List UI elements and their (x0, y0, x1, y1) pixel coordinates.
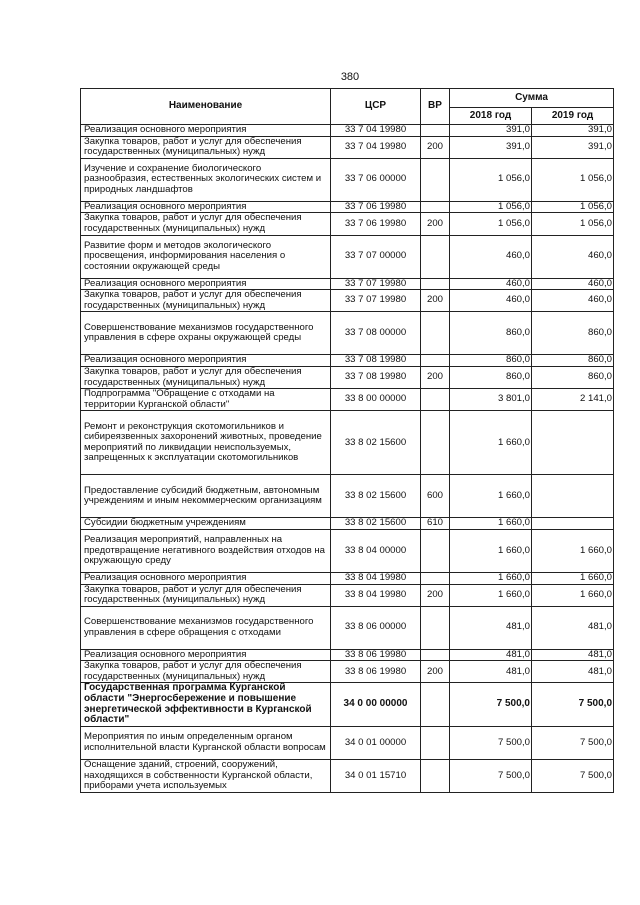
table-row (81, 726, 614, 759)
row-name-cell: Закупка товаров, работ и услуг для обеспечения государственных (муниципальных) нужд (81, 366, 331, 388)
table-row (81, 475, 614, 518)
row-sum-2019-cell: 391,0 (532, 125, 614, 137)
page-number: 380 (340, 71, 360, 83)
row-sum-2018-cell: 7 500,0 (450, 683, 532, 726)
table-body (81, 125, 614, 793)
row-vr-cell (421, 389, 450, 411)
row-sum-2019-cell: 7 500,0 (532, 683, 614, 726)
row-csr-cell: 33 7 06 00000 (331, 158, 421, 201)
table-row (81, 759, 614, 792)
row-sum-2019-cell: 391,0 (532, 136, 614, 158)
row-name-cell: Ремонт и реконструкция скотомогильников и сибиреязвенных захоронений животных, проведение мероприятий по ликвидации неиспользуемых, запрещенных к эксплуатации скотомогильников (81, 411, 331, 475)
table-row (81, 606, 614, 649)
table-row (81, 136, 614, 158)
row-csr-cell: 33 8 06 19980 (331, 661, 421, 683)
row-sum-2019-cell: 460,0 (532, 278, 614, 290)
row-vr-cell (421, 158, 450, 201)
row-vr-cell (421, 529, 450, 572)
row-name-cell: Реализация основного мероприятия (81, 125, 331, 137)
row-sum-2019-cell: 460,0 (532, 290, 614, 312)
row-sum-2018-cell: 1 056,0 (450, 213, 532, 235)
row-sum-2018-cell: 1 056,0 (450, 158, 532, 201)
table-row (81, 235, 614, 278)
row-csr-cell: 33 7 06 19980 (331, 213, 421, 235)
row-sum-2019-cell: 7 500,0 (532, 726, 614, 759)
row-sum-2019-cell: 1 056,0 (532, 158, 614, 201)
row-sum-2018-cell: 1 660,0 (450, 411, 532, 475)
row-sum-2019-cell: 1 056,0 (532, 213, 614, 235)
row-sum-2019-cell: 481,0 (532, 649, 614, 661)
row-vr-cell: 200 (421, 366, 450, 388)
row-name-cell: Закупка товаров, работ и услуг для обеспечения государственных (муниципальных) нужд (81, 661, 331, 683)
row-sum-2018-cell: 1 660,0 (450, 529, 532, 572)
row-name-cell: Реализация мероприятий, направленных на предотвращение негативного воздействия отходов на окружающую среду (81, 529, 331, 572)
row-name-cell: Реализация основного мероприятия (81, 355, 331, 367)
table-row (81, 649, 614, 661)
row-vr-cell (421, 312, 450, 355)
row-csr-cell: 34 0 01 15710 (331, 759, 421, 792)
table-row (81, 125, 614, 137)
row-vr-cell (421, 683, 450, 726)
row-name-cell: Мероприятия по иным определенным органом исполнительной власти Курганской области вопросам (81, 726, 331, 759)
row-name-cell: Подпрограмма "Обращение с отходами на территории Курганской области" (81, 389, 331, 411)
row-sum-2018-cell: 391,0 (450, 136, 532, 158)
row-vr-cell (421, 278, 450, 290)
table-row (81, 411, 614, 475)
header-csr: ЦСР (331, 89, 421, 125)
row-sum-2018-cell: 7 500,0 (450, 759, 532, 792)
row-name-cell: Закупка товаров, работ и услуг для обеспечения государственных (муниципальных) нужд (81, 213, 331, 235)
table-row (81, 389, 614, 411)
table-row (81, 312, 614, 355)
row-vr-cell: 200 (421, 213, 450, 235)
table-row (81, 529, 614, 572)
table-row (81, 518, 614, 530)
row-vr-cell: 200 (421, 584, 450, 606)
row-sum-2018-cell: 460,0 (450, 278, 532, 290)
row-name-cell: Совершенствование механизмов государственного управления в сфере охраны окружающей среды (81, 312, 331, 355)
row-sum-2018-cell: 3 801,0 (450, 389, 532, 411)
row-sum-2019-cell: 1 056,0 (532, 201, 614, 213)
row-name-cell: Реализация основного мероприятия (81, 572, 331, 584)
table-row (81, 158, 614, 201)
row-csr-cell: 33 7 08 19980 (331, 366, 421, 388)
row-sum-2018-cell: 481,0 (450, 649, 532, 661)
row-sum-2018-cell: 860,0 (450, 355, 532, 367)
row-csr-cell: 33 8 06 00000 (331, 606, 421, 649)
row-csr-cell: 33 8 06 19980 (331, 649, 421, 661)
row-csr-cell: 33 8 02 15600 (331, 518, 421, 530)
header-sum: Сумма (450, 89, 614, 108)
table-row (81, 213, 614, 235)
header-year-2018: 2018 год (450, 108, 532, 125)
row-sum-2018-cell: 391,0 (450, 125, 532, 137)
row-sum-2019-cell: 460,0 (532, 235, 614, 278)
table-row (81, 355, 614, 367)
row-sum-2019-cell: 481,0 (532, 661, 614, 683)
row-csr-cell: 33 7 08 19980 (331, 355, 421, 367)
row-csr-cell: 33 7 06 19980 (331, 201, 421, 213)
row-sum-2018-cell: 481,0 (450, 661, 532, 683)
row-name-cell: Субсидии бюджетным учреждениям (81, 518, 331, 530)
row-vr-cell (421, 726, 450, 759)
row-vr-cell (421, 125, 450, 137)
row-name-cell: Закупка товаров, работ и услуг для обеспечения государственных (муниципальных) нужд (81, 136, 331, 158)
row-vr-cell: 600 (421, 475, 450, 518)
row-name-cell: Реализация основного мероприятия (81, 201, 331, 213)
row-sum-2019-cell: 860,0 (532, 312, 614, 355)
row-sum-2019-cell: 860,0 (532, 355, 614, 367)
row-csr-cell: 34 0 00 00000 (331, 683, 421, 726)
row-sum-2019-cell: 481,0 (532, 606, 614, 649)
row-sum-2018-cell: 460,0 (450, 290, 532, 312)
row-sum-2019-cell: 860,0 (532, 366, 614, 388)
row-sum-2018-cell: 1 660,0 (450, 518, 532, 530)
row-csr-cell: 33 7 04 19980 (331, 125, 421, 137)
row-vr-cell: 200 (421, 661, 450, 683)
table-row (81, 290, 614, 312)
row-sum-2019-cell: 2 141,0 (532, 389, 614, 411)
row-csr-cell: 33 7 04 19980 (331, 136, 421, 158)
budget-table-container (80, 88, 613, 793)
row-name-cell: Изучение и сохранение биологического разнообразия, естественных экологических систем и природных ландшафтов (81, 158, 331, 201)
table-row (81, 201, 614, 213)
row-vr-cell (421, 355, 450, 367)
row-vr-cell (421, 235, 450, 278)
row-name-cell: Предоставление субсидий бюджетным, автономным учреждениям и иным некоммерческим организациям (81, 475, 331, 518)
row-vr-cell (421, 572, 450, 584)
header-year-2019: 2019 год (532, 108, 614, 125)
row-sum-2018-cell: 1 660,0 (450, 572, 532, 584)
row-csr-cell: 34 0 01 00000 (331, 726, 421, 759)
row-name-cell: Совершенствование механизмов государственного управления в сфере обращения с отходами (81, 606, 331, 649)
table-row (81, 584, 614, 606)
row-vr-cell (421, 411, 450, 475)
row-sum-2018-cell: 7 500,0 (450, 726, 532, 759)
row-sum-2018-cell: 460,0 (450, 235, 532, 278)
row-sum-2019-cell: 1 660,0 (532, 572, 614, 584)
row-csr-cell: 33 7 07 19980 (331, 290, 421, 312)
row-name-cell: Реализация основного мероприятия (81, 649, 331, 661)
row-sum-2019-cell (532, 475, 614, 518)
row-sum-2018-cell: 860,0 (450, 366, 532, 388)
row-name-cell: Оснащение зданий, строений, сооружений, находящихся в собственности Курганской области, приборами учета используемых (81, 759, 331, 792)
header-vr: ВР (421, 89, 450, 125)
row-sum-2018-cell: 481,0 (450, 606, 532, 649)
row-sum-2018-cell: 1 056,0 (450, 201, 532, 213)
row-csr-cell: 33 8 00 00000 (331, 389, 421, 411)
row-sum-2019-cell: 1 660,0 (532, 584, 614, 606)
row-csr-cell: 33 8 04 19980 (331, 572, 421, 584)
row-name-cell: Государственная программа Курганской области "Энергосбережение и повышение энергетической эффективности в Курганской области" (81, 683, 331, 726)
table-row (81, 366, 614, 388)
row-csr-cell: 33 7 08 00000 (331, 312, 421, 355)
budget-table (80, 88, 614, 793)
row-csr-cell: 33 8 02 15600 (331, 411, 421, 475)
row-sum-2019-cell (532, 518, 614, 530)
row-name-cell: Реализация основного мероприятия (81, 278, 331, 290)
row-sum-2019-cell: 7 500,0 (532, 759, 614, 792)
row-sum-2019-cell (532, 411, 614, 475)
row-name-cell: Закупка товаров, работ и услуг для обеспечения государственных (муниципальных) нужд (81, 584, 331, 606)
row-sum-2019-cell: 1 660,0 (532, 529, 614, 572)
table-row (81, 572, 614, 584)
table-row (81, 278, 614, 290)
row-vr-cell (421, 201, 450, 213)
row-csr-cell: 33 7 07 00000 (331, 235, 421, 278)
row-csr-cell: 33 8 04 19980 (331, 584, 421, 606)
row-name-cell: Развитие форм и методов экологического просвещения, информирования населения о состоянии окружающей среды (81, 235, 331, 278)
row-sum-2018-cell: 860,0 (450, 312, 532, 355)
row-vr-cell: 610 (421, 518, 450, 530)
header-name: Наименование (81, 89, 331, 125)
table-row (81, 661, 614, 683)
row-sum-2018-cell: 1 660,0 (450, 475, 532, 518)
row-sum-2018-cell: 1 660,0 (450, 584, 532, 606)
row-csr-cell: 33 8 02 15600 (331, 475, 421, 518)
row-name-cell: Закупка товаров, работ и услуг для обеспечения государственных (муниципальных) нужд (81, 290, 331, 312)
row-vr-cell (421, 606, 450, 649)
row-csr-cell: 33 7 07 19980 (331, 278, 421, 290)
row-vr-cell (421, 759, 450, 792)
row-vr-cell (421, 649, 450, 661)
row-vr-cell: 200 (421, 136, 450, 158)
row-vr-cell: 200 (421, 290, 450, 312)
row-csr-cell: 33 8 04 00000 (331, 529, 421, 572)
table-row (81, 683, 614, 726)
